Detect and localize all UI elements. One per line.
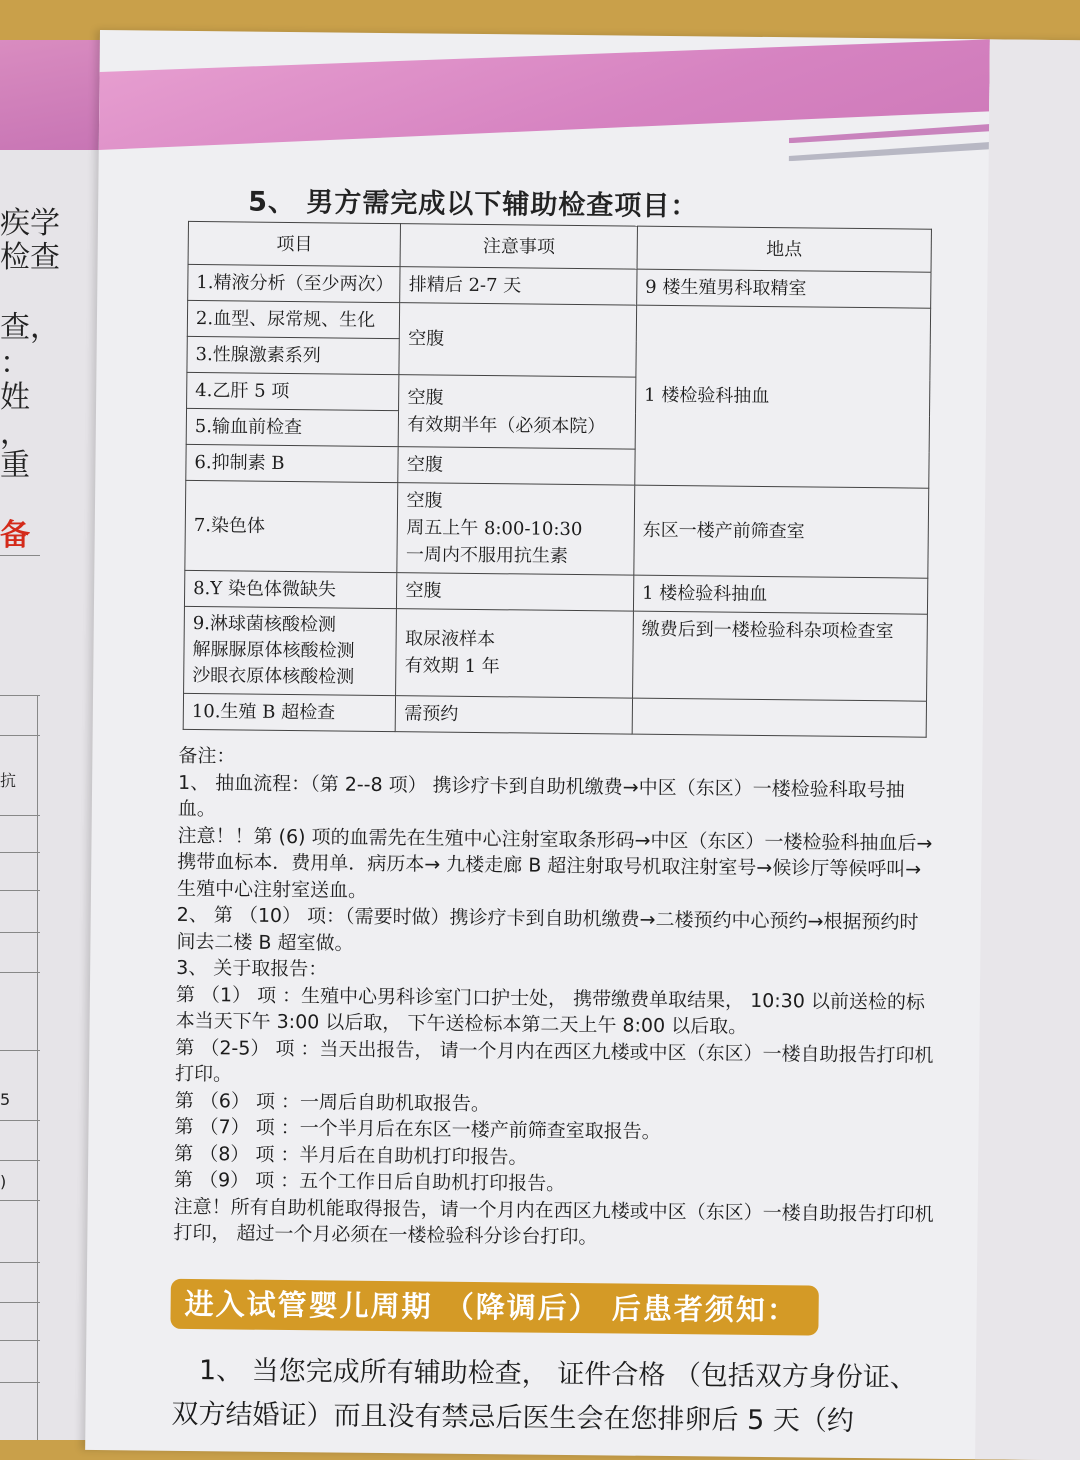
body-line: 1、 当您完成所有辅助检查， 证件合格 （包括双方身份证、双方结婚证）而且没有禁忌后医生会在您排卵后 5 天（约 xyxy=(171,1354,918,1437)
left-table-line xyxy=(0,972,40,973)
item-cell: 5.输血前检查 xyxy=(186,408,399,446)
left-fragment: 查， xyxy=(0,310,60,345)
left-table-line xyxy=(0,1200,40,1201)
left-rule xyxy=(0,555,40,556)
body-text xyxy=(171,1349,932,1445)
remark-line: 第 （9） 项 ：五个工作日后自助机打印报告。 xyxy=(173,1168,566,1195)
remark-line: 第 （6） 项 ：一周后自助机取报告。 xyxy=(174,1089,491,1115)
remark-line: 第 （1） 项 ：生殖中心男科诊室门口护士处， 携带缴费单取结果， 10:30 以前送检的标本当天下午 3:00 以后取， 下午送检标本第二天上午 8:00 以后取。 xyxy=(175,983,926,1038)
left-fragment-red: 备 xyxy=(0,518,30,553)
item-cell: 9.淋球菌核酸检测 解脲脲原体核酸检测 沙眼衣原体核酸检测 xyxy=(184,606,397,695)
left-fragment: 重 xyxy=(0,448,30,483)
left-fragment: 姓 xyxy=(0,380,30,415)
table-row xyxy=(184,606,928,701)
section-title: 5、 男方需完成以下辅助检查项目： xyxy=(248,186,699,223)
left-table-line xyxy=(0,1340,40,1341)
location-cell: 1 楼检验科抽血 xyxy=(633,575,927,614)
item-cell: 3.性腺激素系列 xyxy=(187,336,400,374)
remark-line: 3、 关于取报告： xyxy=(176,956,328,981)
note-cell: 空腹 xyxy=(398,447,635,485)
section-banner: 进入试管婴儿周期 （降调后） 后患者须知： xyxy=(170,1279,818,1336)
column-header: 项目 xyxy=(188,221,401,266)
note-cell: 空腹 xyxy=(399,303,636,377)
right-page-edge xyxy=(975,39,1080,1460)
remark-line: 1、 抽血流程：（第 2--8 项） 携诊疗卡到自助机缴费→中区（东区）一楼检验科取号抽血。 xyxy=(177,771,905,821)
note-cell: 排精后 2-7 天 xyxy=(400,267,637,305)
remark-line: 第 （2-5） 项 ：当天出报告， 请一个月内在西区九楼或中区（东区）一楼自助报告打印机打印。 xyxy=(174,1036,934,1086)
remark-line: 注意！所有自助机能取得报告，请一个月内在西区九楼或中区（东区）一楼自助报告打印机打印， 超过一个月必须在一楼检验科分诊台打印。 xyxy=(173,1195,934,1249)
left-table-fragment: ) xyxy=(0,1172,7,1191)
table-row xyxy=(183,693,926,737)
column-header: 注意事项 xyxy=(400,224,637,269)
location-cell: 1 楼检验科抽血 xyxy=(635,305,931,488)
left-fragment: 检查 xyxy=(0,240,60,275)
left-table-line xyxy=(0,932,40,933)
remarks-section xyxy=(173,743,938,1254)
note-cell: 取尿液样本 有效期 1 年 xyxy=(396,609,633,698)
left-table-line xyxy=(0,1160,40,1161)
left-table-line xyxy=(0,815,40,816)
left-table-fragment: 抗 xyxy=(0,771,17,790)
left-table-line xyxy=(0,1302,40,1303)
left-fragment: ： xyxy=(0,346,30,381)
note-cell: 空腹 有效期半年（必须本院） xyxy=(399,375,636,449)
remark-line: 第 （7） 项 ：一个半月后在东区一楼产前筛查室取报告。 xyxy=(174,1115,661,1143)
left-table-line xyxy=(0,1050,40,1051)
item-cell: 10.生殖 B 超检查 xyxy=(183,693,396,731)
left-table-line xyxy=(0,890,40,891)
location-cell: 缴费后到一楼检验科杂项检查室 xyxy=(632,611,927,701)
column-header: 地点 xyxy=(637,226,932,272)
pink-header-band xyxy=(99,30,990,159)
location-cell: 东区一楼产前筛查室 xyxy=(634,485,929,578)
left-table-line xyxy=(0,852,40,853)
location-cell xyxy=(632,698,926,737)
item-cell: 4.乙肝 5 项 xyxy=(187,372,400,410)
table-header-row xyxy=(188,221,931,272)
left-fragment: ， xyxy=(0,416,30,451)
brochure-page xyxy=(85,30,1080,1460)
left-table-line xyxy=(0,1262,40,1263)
note-cell: 需预约 xyxy=(396,696,633,734)
left-table-line xyxy=(0,1382,40,1383)
item-cell: 6.抑制素 B xyxy=(186,444,399,482)
left-table-line xyxy=(37,695,38,1440)
item-cell: 2.血型、尿常规、生化 xyxy=(187,300,400,338)
left-table-line xyxy=(0,1120,40,1121)
remark-line: 注意！！第 (6) 项的血需先在生殖中心注射室取条形码→中区（东区）一楼检验科抽血后→携带血标本．费用单．病历本→ 九楼走廊 B 超注射取号机取注射室号→候诊厅等候呼叫→生殖中心注射室送血。 xyxy=(176,824,933,902)
location-cell: 9 楼生殖男科取精室 xyxy=(637,269,931,308)
exam-table xyxy=(183,221,932,738)
table-row xyxy=(185,480,929,578)
remark-line: 2、 第 （10） 项：（需要时做）携诊疗卡到自助机缴费→二楼预约中心预约→根据预约时间去二楼 B 超室做。 xyxy=(176,903,919,955)
left-fragment: 疾学 xyxy=(0,206,60,241)
left-table-line xyxy=(0,735,40,736)
remarks-heading: 备注： xyxy=(178,744,236,768)
item-cell: 1.精液分析（至少两次） xyxy=(188,264,401,302)
left-table-line xyxy=(0,695,40,696)
note-cell: 空腹 xyxy=(397,573,634,611)
note-cell: 空腹 周五上午 8:00-10:30 一周内不服用抗生素 xyxy=(397,483,634,575)
item-cell: 7.染色体 xyxy=(185,480,398,572)
left-table-fragment: 5 xyxy=(0,1090,11,1109)
remark-line: 第 （8） 项 ：半月后在自助机打印报告。 xyxy=(174,1142,528,1169)
item-cell: 8.Y 染色体微缺失 xyxy=(184,570,397,608)
